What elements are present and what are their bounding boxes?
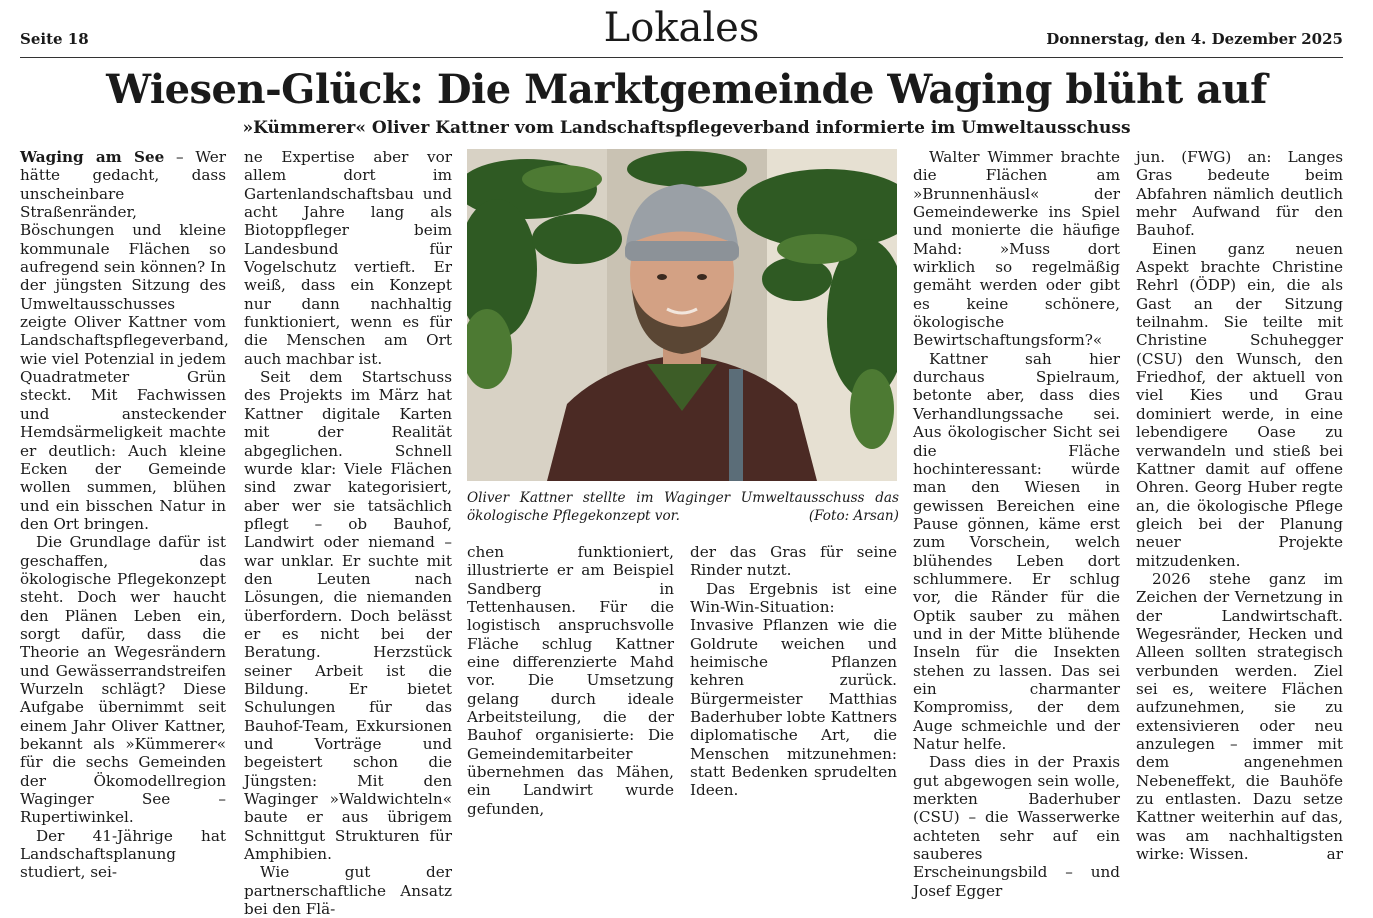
author-signature: ar [1326,845,1343,864]
paragraph: Kattner sah hier durchaus Spielraum, betonte aber, dass dies Verhandlungssache sei. Aus ökologischer Sicht sei die Fläche hochinteressant: würde man den Wiesen in gewissen Bereichen eine Pause gönnen, käme erst zum Vorschein, welch blühendes Leben dort schlummere. Er schlug vor, die Ränder für die Optik sauber zu mähen und in der Mitte blühende Inseln für die Insekten stehen zu lassen. Das sei ein charmanter Kompromiss, der dem Auge schmeichle und der Natur helfe. [913,349,1120,753]
paragraph: 2026 stehe ganz im Zeichen der Vernetzung in der Landwirtschaft. Wegesränder, Hecken und Alleen sollten strategisch verbunden werden. Ziel sei es, weitere Flächen aufzunehmen, sie zu extensivieren oder neu anzulegen – immer mit dem angenehmen Nebeneffekt, die Bauhöfe zu entlasten. Dazu setze Kattner weiterhin auf das, was am nachhaltigsten wirke: Wissen. ar [1136,569,1343,864]
paragraph: Walter Wimmer brachte die Flächen am »Brunnenhäusl« der Gemeindewerke ins Spiel und monierte die häufige Mahd: »Muss dort wirklich so regelmäßig gemäht werden oder gibt es keine schönere, ökologische Bewirtschaftungsform?« [913,148,1120,350]
dateline: Waging am See [20,148,165,166]
paragraph: Einen ganz neuen Aspekt brachte Christine Rehrl (ÖDP) ein, die als Gast an der Sitzung teilnahm. Sie teilte mit Christine Schuhegger (CSU) den Wunsch, den Friedhof, der aktuell von viel Kies und Grau dominiert werde, in eine lebendigere Oase zu verwandeln und stieß bei Kattner damit auf offene Ohren. Georg Huber regte an, die ökologische Pflege gleich bei der Planung neuer Projekte mitzudenken. [1136,239,1343,570]
paragraph: chen funktioniert, illustrierte er am Beispiel Sandberg in Tettenhausen. Für die logistisch anspruchsvolle Fläche schlug Kattner eine differenzierte Mahd vor. Die Umsetzung gelang durch ideale Arbeitsteilung, die der Bauhof organisierte: Die Gemeindemitarbeiter übernehmen das Mähen, ein Landwirt wurde gefunden, [467,543,674,818]
article-column-6 [1136,148,1343,863]
paragraph: ne Expertise aber vor allem dort im Gartenlandschaftsbau und acht Jahre lang als Biotoppfleger beim Landesbund für Vogelschutz vertieft. Er weiß, dass ein Konzept nur dann nachhaltig funktioniert, wenn es für die Menschen am Ort auch machbar ist. [244,148,452,368]
issue-date: Donnerstag, den 4. Dezember 2025 [1046,30,1343,48]
article-photo [467,149,897,481]
photo-credit: (Foto: Arsan) [808,508,899,524]
paragraph: Dass dies in der Praxis gut abgewogen sein wolle, merkten Baderhuber (CSU) – die Wasserwerke achteten sehr auf ein sauberes Erscheinungsbild – und Josef Egger [913,753,1120,900]
page-number: Seite 18 [20,30,89,48]
paragraph: Seit dem Startschuss des Projekts im März hat Kattner digitale Karten mit der Realität abgeglichen. Schnell wurde klar: Viele Flächen sind zwar kategorisiert, aber wer sie tatsächlich pflegt – ob Bauhof, Landwirt oder niemand – war unklar. Er suchte mit den Leuten nach Lösungen, die niemanden überfordern. Doch belässt er es nicht bei der Beratung. Herzstück seiner Arbeit ist die Bildung. Er bietet Schulungen für das Bauhof-Team, Exkursionen und Vorträge und begeistert schon die Jüngsten: Mit den Waginger »Waldwichteln« baute er aus übrigem Schnittgut Strukturen für Amphibien. [244,368,452,864]
article-column-3 [467,543,674,818]
section-title: Lokales [603,5,760,51]
paragraph: der das Gras für seine Rinder nutzt. [690,543,897,580]
article-column-2 [244,148,452,918]
article-column-1 [20,148,229,882]
headline: Wiesen-Glück: Die Marktgemeinde Waging blüht auf [106,66,1267,113]
paragraph: Das Ergebnis ist eine Win-Win-Situation: Invasive Pflanzen wie die Goldrute weichen und heimische Pflanzen kehren zurück. Bürgermeister Matthias Baderhuber lobte Kattners diplomatische Art, die Menschen mitzunehmen: statt Bedenken sprudelten Ideen. [690,579,897,800]
paragraph: Wie gut der partnerschaftliche Ansatz bei den Flä- [244,863,452,918]
paragraph: Die Grundlage dafür ist geschaffen, das ökologische Pflegekonzept steht. Doch wer haucht den Plänen Leben ein, sorgt dafür, dass die Theorie an Wegesrändern und Gewässerrandstreifen Wurzeln schlägt? Diese Aufgabe übernimmt seit einem Jahr Oliver Kattner, bekannt als »Kümmerer« für die sechs Gemeinden der Ökomodellregion Waginger See – Rupertiwinkel. [20,533,226,827]
caption-text: Oliver Kattner stellte im Waginger Umweltausschuss das ökologische Pflegekonzept vor. [467,490,899,524]
masthead [20,0,1343,56]
paragraph: Waging am See – Wer hätte gedacht, dass unscheinbare Straßenränder, Böschungen und kleine kommunale Flächen so aufregend sein können? In der jüngsten Sitzung des Umweltausschusses zeigte Oliver Kattner vom Landschaftspflegeverband, wie viel Potenzial in jedem Quadratmeter Grün steckt. Mit Fachwissen und ansteckender Hemdsärmeligkeit machte er deutlich: Auch kleine Ecken der Gemeinde wollen summen, blühen und ein bisschen Natur in den Ort bringen. [20,148,229,533]
article-column-5 [913,148,1120,900]
portrait-image [467,149,897,481]
photo-caption [467,489,899,525]
paragraph: Der 41-Jährige hat Landschaftsplanung studiert, sei- [20,826,226,882]
article-column-4 [690,543,897,800]
paragraph: jun. (FWG) an: Langes Gras bedeute beim Abfahren nämlich deutlich mehr Aufwand für den Bauhof. [1136,148,1343,240]
subheadline: »Kümmerer« Oliver Kattner vom Landschaftspflegeverband informierte im Umweltausschuss [242,118,1131,138]
masthead-rule [20,57,1343,58]
